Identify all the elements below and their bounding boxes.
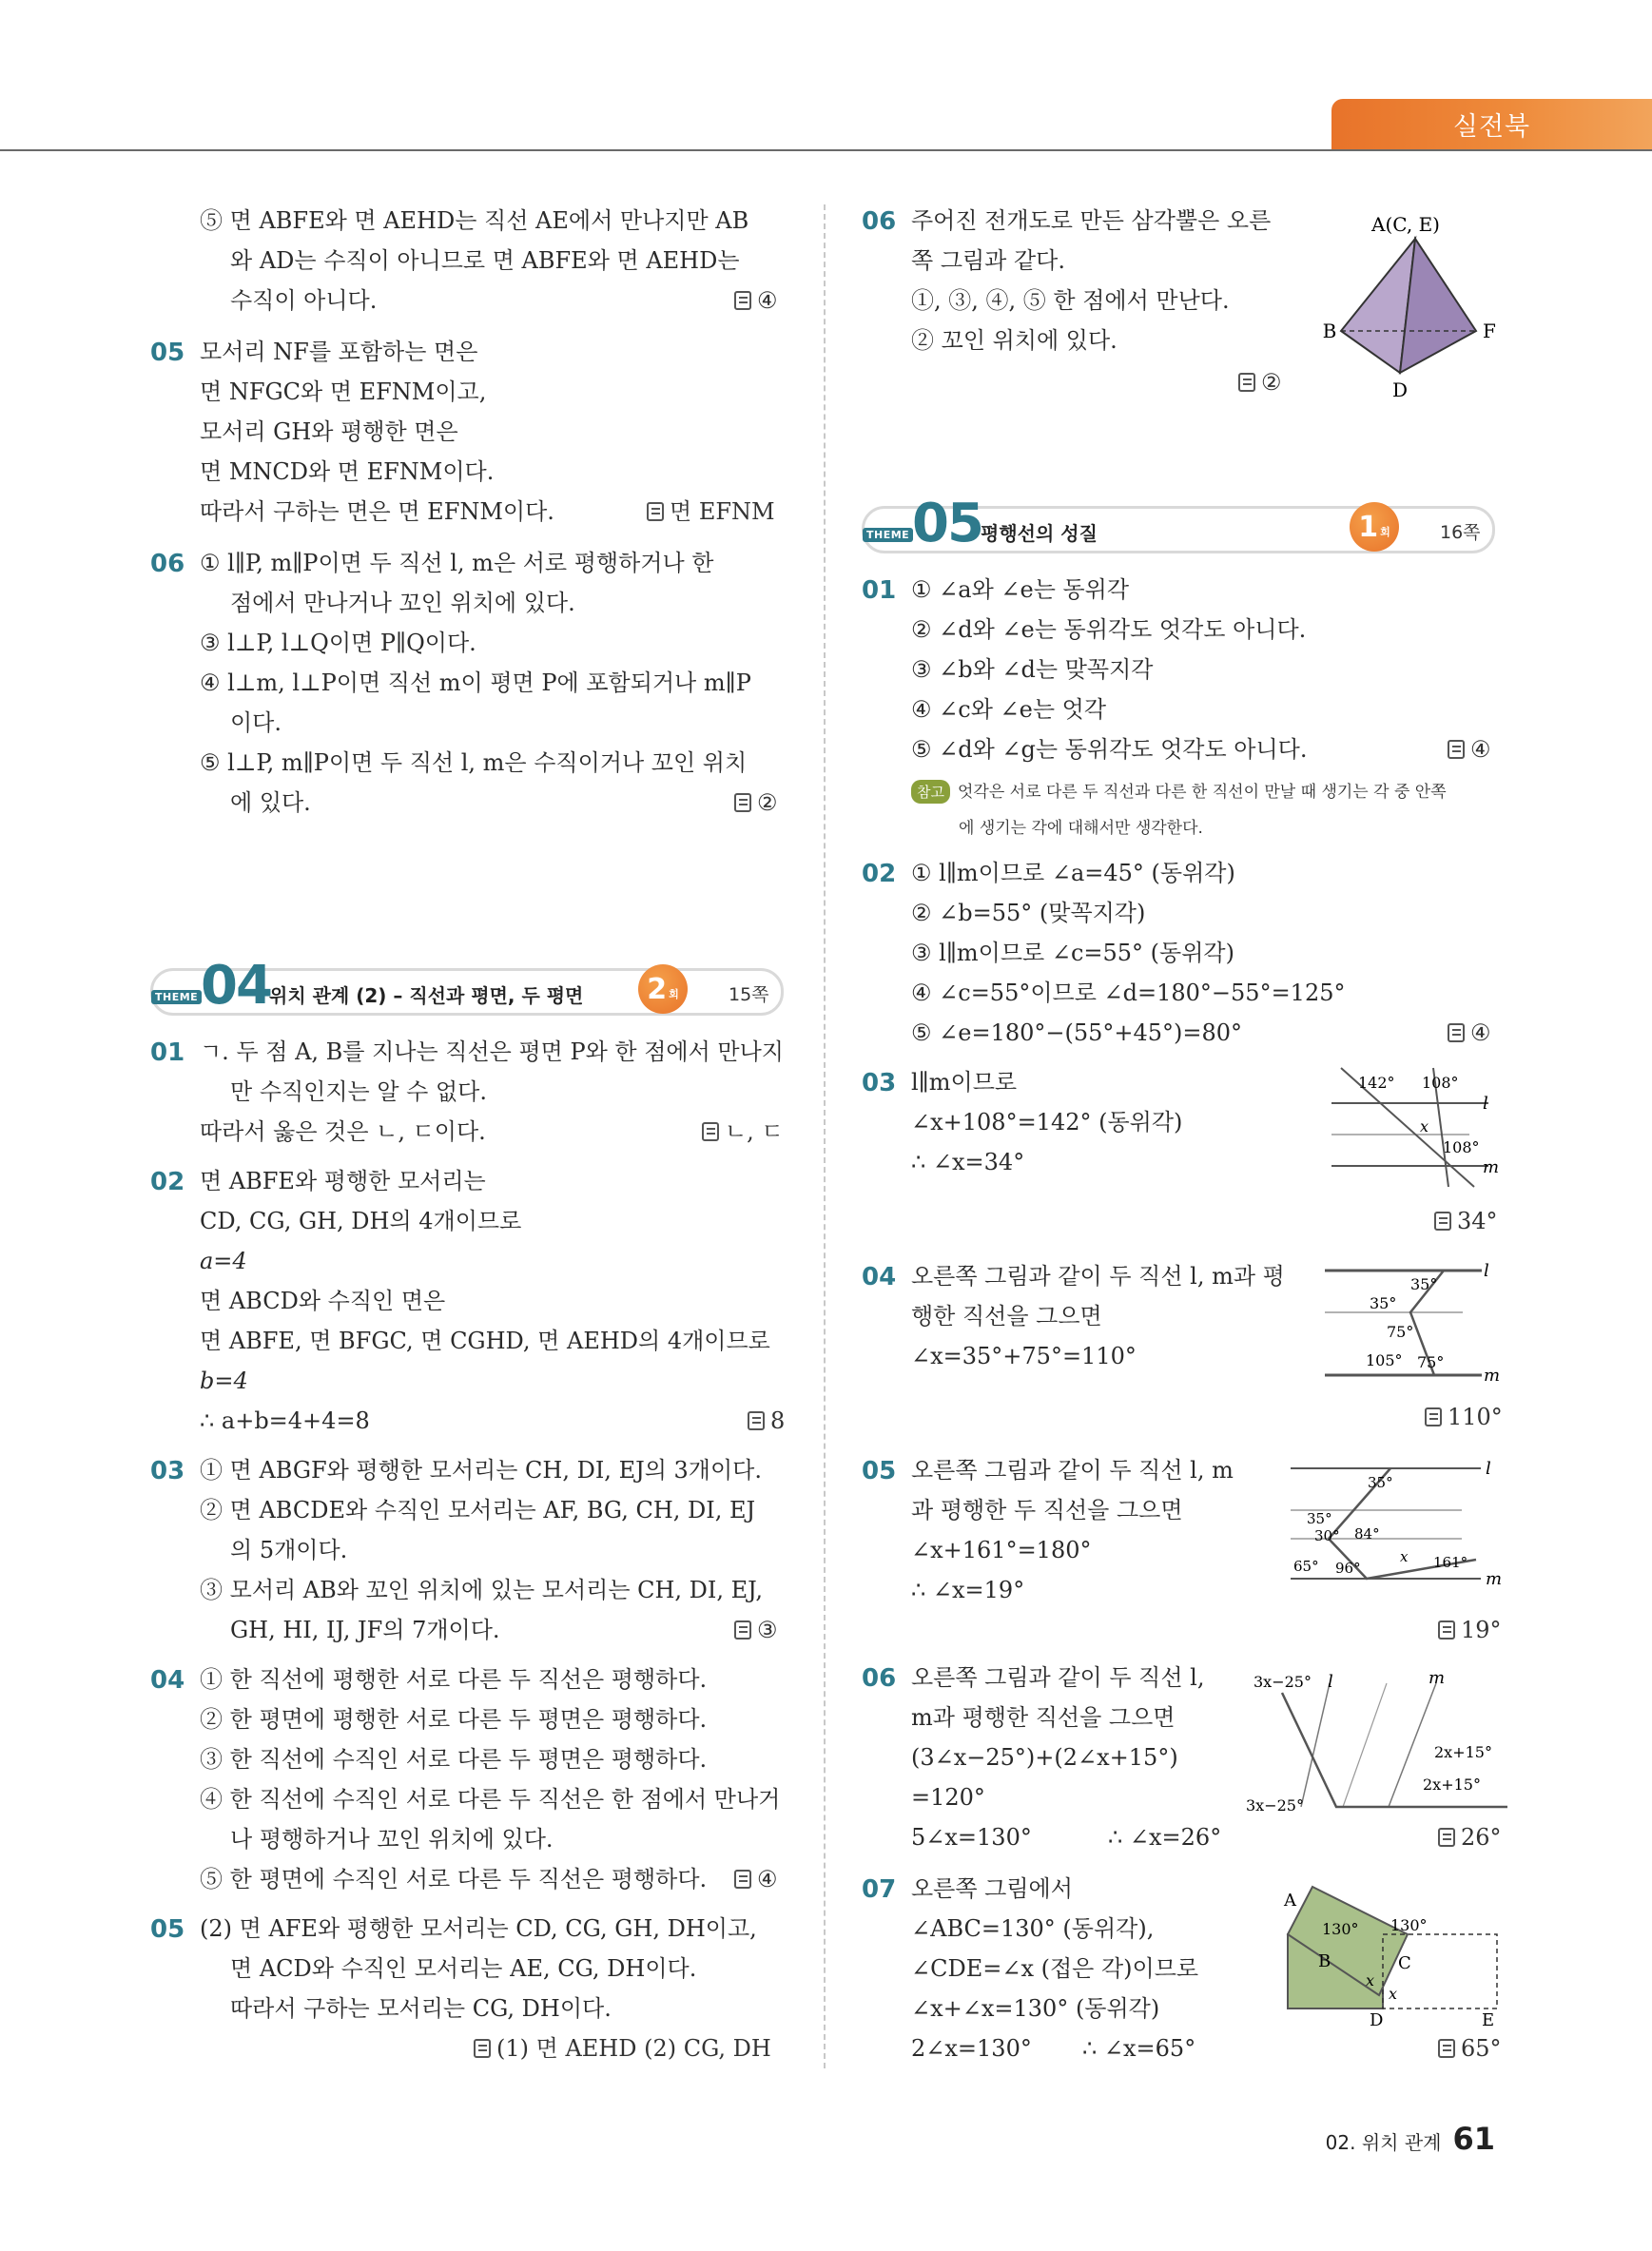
vertex-label: B [1322, 320, 1337, 342]
angle-label: 161° [1433, 1554, 1468, 1571]
angle-label: 35° [1370, 1294, 1397, 1312]
text-line: 오른쪽 그림과 같이 두 직선 l, m과 평 [911, 1263, 1285, 1290]
page-number: 61 [1452, 2121, 1495, 2157]
answer-mark [1434, 1210, 1498, 1232]
reference-note [911, 778, 1447, 804]
question-number: 05 [862, 1457, 897, 1485]
answer-mark [734, 1619, 778, 1641]
text-line: ∴ ∠x=65° [1082, 2035, 1196, 2062]
text-line: a=4 [200, 1248, 247, 1274]
theme-number: 05 [912, 493, 982, 554]
text-line: (3∠x−25°)+(2∠x+15°) [911, 1744, 1178, 1771]
answer-value: ③ [757, 1617, 778, 1643]
answer-icon [1448, 1023, 1465, 1042]
theme-header [862, 493, 1495, 554]
answer-value: ② [757, 789, 778, 816]
angle-label: 130° [1322, 1920, 1359, 1938]
page-footer [1326, 2121, 1495, 2157]
point-label: A [1284, 1891, 1296, 1911]
answer-value: ④ [757, 1866, 778, 1892]
angle-label: 108° [1443, 1138, 1480, 1156]
text-line: ①, ③, ④, ⑤ 한 점에서 만난다. [911, 287, 1230, 314]
text-line: 점에서 만나거나 꼬인 위치에 있다. [230, 590, 575, 616]
text-line: 주어진 전개도로 만든 삼각뿔은 오른 [911, 207, 1272, 234]
text-line: ② 한 평면에 평행한 서로 다른 두 평면은 평행하다. [200, 1706, 708, 1733]
theme-page: 16쪽 [1440, 522, 1481, 543]
answer-icon [734, 1870, 751, 1889]
note-tag: 참고 [911, 780, 950, 804]
vertex-label: A(C, E) [1371, 213, 1440, 236]
answer-icon [474, 2039, 491, 2058]
text-line: ⑤ ∠d와 ∠g는 동위각도 엇각도 아니다. [911, 736, 1308, 763]
text-line: ① l∥P, m∥P이면 두 직선 l, m은 서로 평행하거나 한 [200, 550, 714, 576]
question-number: 06 [150, 550, 185, 578]
answer-value: ④ [1470, 1019, 1491, 1046]
text-line: 면 NFGC와 면 EFNM이고, [200, 378, 487, 405]
answer-mark [734, 791, 778, 814]
vertex-label: F [1483, 320, 1496, 342]
text-line: ⑤ ∠e=180°−(55°+45°)=80° [911, 1019, 1243, 1046]
text-line: 2∠x=130° [911, 2035, 1032, 2062]
point-label: D [1370, 2010, 1384, 2026]
answer-value: ㄴ, ㄷ [725, 1118, 784, 1145]
answer-icon [734, 291, 751, 310]
line-label: l [1484, 1261, 1489, 1281]
line-label: m [1484, 1366, 1501, 1386]
question-number: 03 [150, 1457, 185, 1485]
text-line: ② ∠d와 ∠e는 동위각도 엇각도 아니다. [911, 616, 1307, 643]
note-text: 엇각은 서로 다른 두 직선과 다른 한 직선이 만날 때 생기는 각 중 안쪽 [957, 783, 1447, 802]
text-line: ⑤ 한 평면에 수직인 서로 다른 두 직선은 평행하다. [200, 1866, 708, 1892]
question-number: 03 [862, 1069, 897, 1097]
question-number: 05 [150, 339, 185, 367]
text-line: 수직이 아니다. [230, 287, 378, 314]
answer-value: (1) 면 AEHD (2) CG, DH [496, 2035, 771, 2062]
text-line: 모서리 NF를 포함하는 면은 [200, 339, 478, 365]
angle-label: 2x+15° [1434, 1743, 1492, 1761]
text-line: 이다. [230, 709, 282, 736]
text-line: 면 ABCD와 수직인 면은 [200, 1288, 446, 1314]
answer-icon [1438, 1828, 1455, 1847]
theme-title: 위치 관계 (2) – 직선과 평면, 두 평면 [269, 984, 584, 1007]
figure-parallel-lines [1320, 1253, 1510, 1387]
answer-mark [1425, 1406, 1503, 1428]
point-label: E [1482, 2010, 1495, 2026]
point-label: B [1318, 1951, 1331, 1971]
text-line: 면 ABFE와 평행한 모서리는 [200, 1168, 486, 1194]
text-line: 면 ABFE, 면 BFGC, 면 CGHD, 면 AEHD의 4개이므로 [200, 1328, 770, 1354]
answer-mark [1238, 371, 1282, 394]
answer-mark [474, 2037, 771, 2060]
text-line: 따라서 옳은 것은 ㄴ, ㄷ이다. [200, 1118, 486, 1145]
text-line: ∠ABC=130° (동위각), [911, 1915, 1155, 1942]
text-line: 따라서 구하는 모서리는 CG, DH이다. [230, 1995, 612, 2022]
theme-title: 평행선의 성질 [981, 522, 1098, 545]
answer-value: 19° [1461, 1617, 1502, 1643]
question-number: 02 [862, 860, 897, 888]
text-line: 5∠x=130° [911, 1824, 1032, 1851]
answer-value: ② [1261, 369, 1282, 396]
text-line: ∴ ∠x=34° [911, 1149, 1025, 1175]
angle-label: 75° [1417, 1353, 1445, 1371]
angle-label: 3x−25° [1254, 1673, 1312, 1691]
angle-label: 35° [1410, 1275, 1438, 1293]
answer-mark [734, 289, 778, 312]
text-line: ∠x=35°+75°=110° [911, 1343, 1137, 1369]
answer-value: ④ [757, 287, 778, 314]
round-suffix: 회 [1380, 526, 1390, 538]
text-line: 면 MNCD와 면 EFNM이다. [200, 458, 495, 485]
line-label: m [1483, 1157, 1500, 1177]
text-line: 따라서 구하는 면은 면 EFNM이다. [200, 498, 554, 525]
text-line: ① 한 직선에 평행한 서로 다른 두 직선은 평행하다. [200, 1666, 708, 1693]
answer-mark [702, 1120, 784, 1143]
answer-icon [1438, 1620, 1455, 1640]
header-rule [0, 149, 1652, 151]
theme-number: 04 [201, 955, 271, 1017]
text-line: ⑤ 면 ABFE와 면 AEHD는 직선 AE에서 만나지만 AB [200, 207, 749, 234]
theme-label: THEME [863, 528, 913, 542]
text-line: ∠x+108°=142° (동위각) [911, 1109, 1183, 1135]
pyramid-figure [1312, 204, 1503, 409]
line-label: l [1328, 1672, 1333, 1692]
text-line: 과 평행한 두 직선을 그으면 [911, 1497, 1183, 1523]
text-line: ② 꼬인 위치에 있다. [911, 327, 1118, 354]
angle-label: 96° [1335, 1560, 1361, 1577]
book-section-tab: 실전북 [1331, 99, 1652, 149]
question-number: 06 [862, 207, 897, 236]
text-line: ⑤ l⊥P, m∥P이면 두 직선 l, m은 수직이거나 꼬인 위치 [200, 749, 748, 776]
line-label: m [1428, 1668, 1446, 1688]
figure-parallel-lines [1327, 1063, 1507, 1196]
text-line: ① ∠a와 ∠e는 동위각 [911, 576, 1130, 603]
answer-mark [748, 1409, 785, 1432]
angle-label: 35° [1368, 1474, 1393, 1491]
angle-label: 35° [1307, 1510, 1332, 1527]
question-number: 02 [150, 1168, 185, 1196]
answer-mark [734, 1868, 778, 1891]
angle-label: x [1400, 1548, 1409, 1565]
angle-label: 84° [1354, 1525, 1380, 1543]
text-line: ∠x+161°=180° [911, 1537, 1092, 1563]
text-line: ∴ ∠x=26° [1108, 1824, 1222, 1851]
round-badge [638, 964, 688, 1014]
text-line: 면 ACD와 수직인 모서리는 AE, CG, DH이다. [230, 1955, 697, 1982]
text-line: 의 5개이다. [230, 1537, 348, 1563]
text-line: ∴ ∠x=19° [911, 1577, 1025, 1603]
text-line: ③ 한 직선에 수직인 서로 다른 두 평면은 평행하다. [200, 1746, 708, 1773]
answer-mark [1448, 738, 1491, 761]
answer-value: 65° [1461, 2035, 1502, 2062]
text-line: ∠CDE=∠x (접은 각)이므로 [911, 1955, 1199, 1982]
column-divider [824, 204, 826, 2068]
angle-label: x [1389, 1985, 1398, 2003]
figure-parallel-lines [1246, 1664, 1512, 1816]
text-line: m과 평행한 직선을 그으면 [911, 1704, 1176, 1731]
angle-label: 105° [1366, 1351, 1403, 1369]
angle-label: 3x−25° [1246, 1796, 1304, 1814]
text-line: 와 AD는 수직이 아니므로 면 ABFE와 면 AEHD는 [230, 247, 740, 274]
text-line: 쪽 그림과 같다. [911, 247, 1065, 274]
round-number: 2 [647, 972, 668, 1006]
text-line: ③ ∠b와 ∠d는 맞꼭지각 [911, 656, 1154, 683]
question-number: 04 [862, 1263, 897, 1291]
text-line: ㄱ. 두 점 A, B를 지나는 직선은 평면 P와 한 점에서 만나지 [200, 1038, 784, 1065]
text-line: CD, CG, GH, DH의 4개이므로 [200, 1208, 522, 1234]
angle-label: 108° [1422, 1074, 1459, 1092]
text-line: 행한 직선을 그으면 [911, 1303, 1102, 1329]
answer-value: 면 EFNM [670, 498, 775, 525]
chapter-title: 02. 위치 관계 [1325, 2131, 1442, 2154]
text-line: ④ ∠c와 ∠e는 엇각 [911, 696, 1107, 723]
round-number: 1 [1358, 510, 1379, 544]
text-line: 에 있다. [230, 789, 311, 816]
answer-icon [1434, 1212, 1451, 1231]
text-line: ③ l⊥P, l⊥Q이면 P∥Q이다. [200, 630, 476, 656]
text-line: 오른쪽 그림에서 [911, 1875, 1073, 1902]
answer-mark [1438, 2037, 1502, 2060]
text-line: 오른쪽 그림과 같이 두 직선 l, [911, 1664, 1205, 1691]
theme-page: 15쪽 [729, 984, 769, 1005]
text-line: ④ ∠c=55°이므로 ∠d=180°−55°=125° [911, 980, 1346, 1006]
text-line: ∴ a+b=4+4=8 [200, 1407, 370, 1434]
text-line: ∠x+∠x=130° (동위각) [911, 1995, 1160, 2022]
angle-label: x [1420, 1117, 1429, 1135]
point-label: C [1398, 1953, 1411, 1973]
text-line: ③ 모서리 AB와 꼬인 위치에 있는 모서리는 CH, DI, EJ, [200, 1577, 764, 1603]
answer-icon [1238, 373, 1255, 392]
angle-label: 142° [1358, 1074, 1395, 1092]
answer-value: 8 [770, 1407, 786, 1434]
question-number: 07 [862, 1875, 897, 1904]
figure-folded-paper [1274, 1873, 1507, 2026]
text-line: 모서리 GH와 평행한 면은 [200, 418, 458, 445]
text-line: 나 평행하거나 꼬인 위치에 있다. [230, 1826, 554, 1853]
round-suffix: 회 [669, 988, 679, 1000]
answer-icon [734, 793, 751, 812]
text-line: b=4 [200, 1368, 248, 1394]
angle-label: 130° [1390, 1916, 1428, 1934]
answer-icon [748, 1411, 765, 1430]
note-text: 에 생기는 각에 대해서만 생각한다. [959, 819, 1203, 838]
text-line: ④ l⊥m, l⊥P이면 직선 m이 평면 P에 포함되거나 m∥P [200, 669, 751, 696]
angle-label: 75° [1387, 1323, 1414, 1341]
answer-value: ④ [1470, 736, 1491, 763]
angle-label: 65° [1293, 1558, 1319, 1575]
figure-parallel-lines [1286, 1453, 1509, 1596]
question-number: 01 [150, 1038, 185, 1067]
answer-icon [1448, 740, 1465, 759]
theme-header [150, 955, 784, 1017]
line-label: l [1483, 1094, 1488, 1114]
answer-icon [702, 1122, 719, 1141]
text-line: ① 면 ABGF와 평행한 모서리는 CH, DI, EJ의 3개이다. [200, 1457, 762, 1484]
angle-label: x [1366, 1971, 1375, 1989]
answer-value: 34° [1457, 1208, 1498, 1234]
text-line: 오른쪽 그림과 같이 두 직선 l, m [911, 1457, 1234, 1484]
vertex-label: D [1391, 378, 1409, 401]
answer-icon [734, 1620, 751, 1640]
angle-label: 30° [1314, 1527, 1340, 1544]
answer-value: 110° [1448, 1404, 1503, 1430]
text-line: GH, HI, IJ, JF의 7개이다. [230, 1617, 500, 1643]
theme-label: THEME [151, 990, 202, 1004]
text-line: (2) 면 AFE와 평행한 모서리는 CD, CG, GH, DH이고, [200, 1915, 757, 1942]
text-line: ④ 한 직선에 수직인 서로 다른 두 직선은 한 점에서 만나거 [200, 1786, 781, 1813]
text-line: =120° [911, 1784, 985, 1811]
answer-mark [1438, 1619, 1502, 1641]
answer-icon [1425, 1407, 1442, 1426]
text-line: ② 면 ABCDE와 수직인 모서리는 AF, BG, CH, DI, EJ [200, 1497, 756, 1523]
answer-icon [1438, 2039, 1455, 2058]
line-label: l [1486, 1459, 1491, 1479]
answer-mark [1448, 1021, 1491, 1044]
question-number: 06 [862, 1664, 897, 1693]
text-line: ③ l∥m이므로 ∠c=55° (동위각) [911, 940, 1234, 966]
answer-value: 26° [1461, 1824, 1502, 1851]
line-label: m [1486, 1569, 1503, 1589]
text-line: ② ∠b=55° (맞꼭지각) [911, 900, 1146, 926]
angle-label: 2x+15° [1423, 1776, 1481, 1794]
answer-mark [647, 500, 775, 523]
text-line: ① l∥m이므로 ∠a=45° (동위각) [911, 860, 1235, 886]
text-line: l∥m이므로 [911, 1069, 1018, 1096]
question-number: 05 [150, 1915, 185, 1944]
text-line: 만 수직인지는 알 수 없다. [230, 1078, 487, 1105]
answer-icon [647, 502, 664, 521]
question-number: 04 [150, 1666, 185, 1695]
round-badge [1350, 502, 1399, 552]
answer-mark [1438, 1826, 1502, 1849]
question-number: 01 [862, 576, 897, 605]
